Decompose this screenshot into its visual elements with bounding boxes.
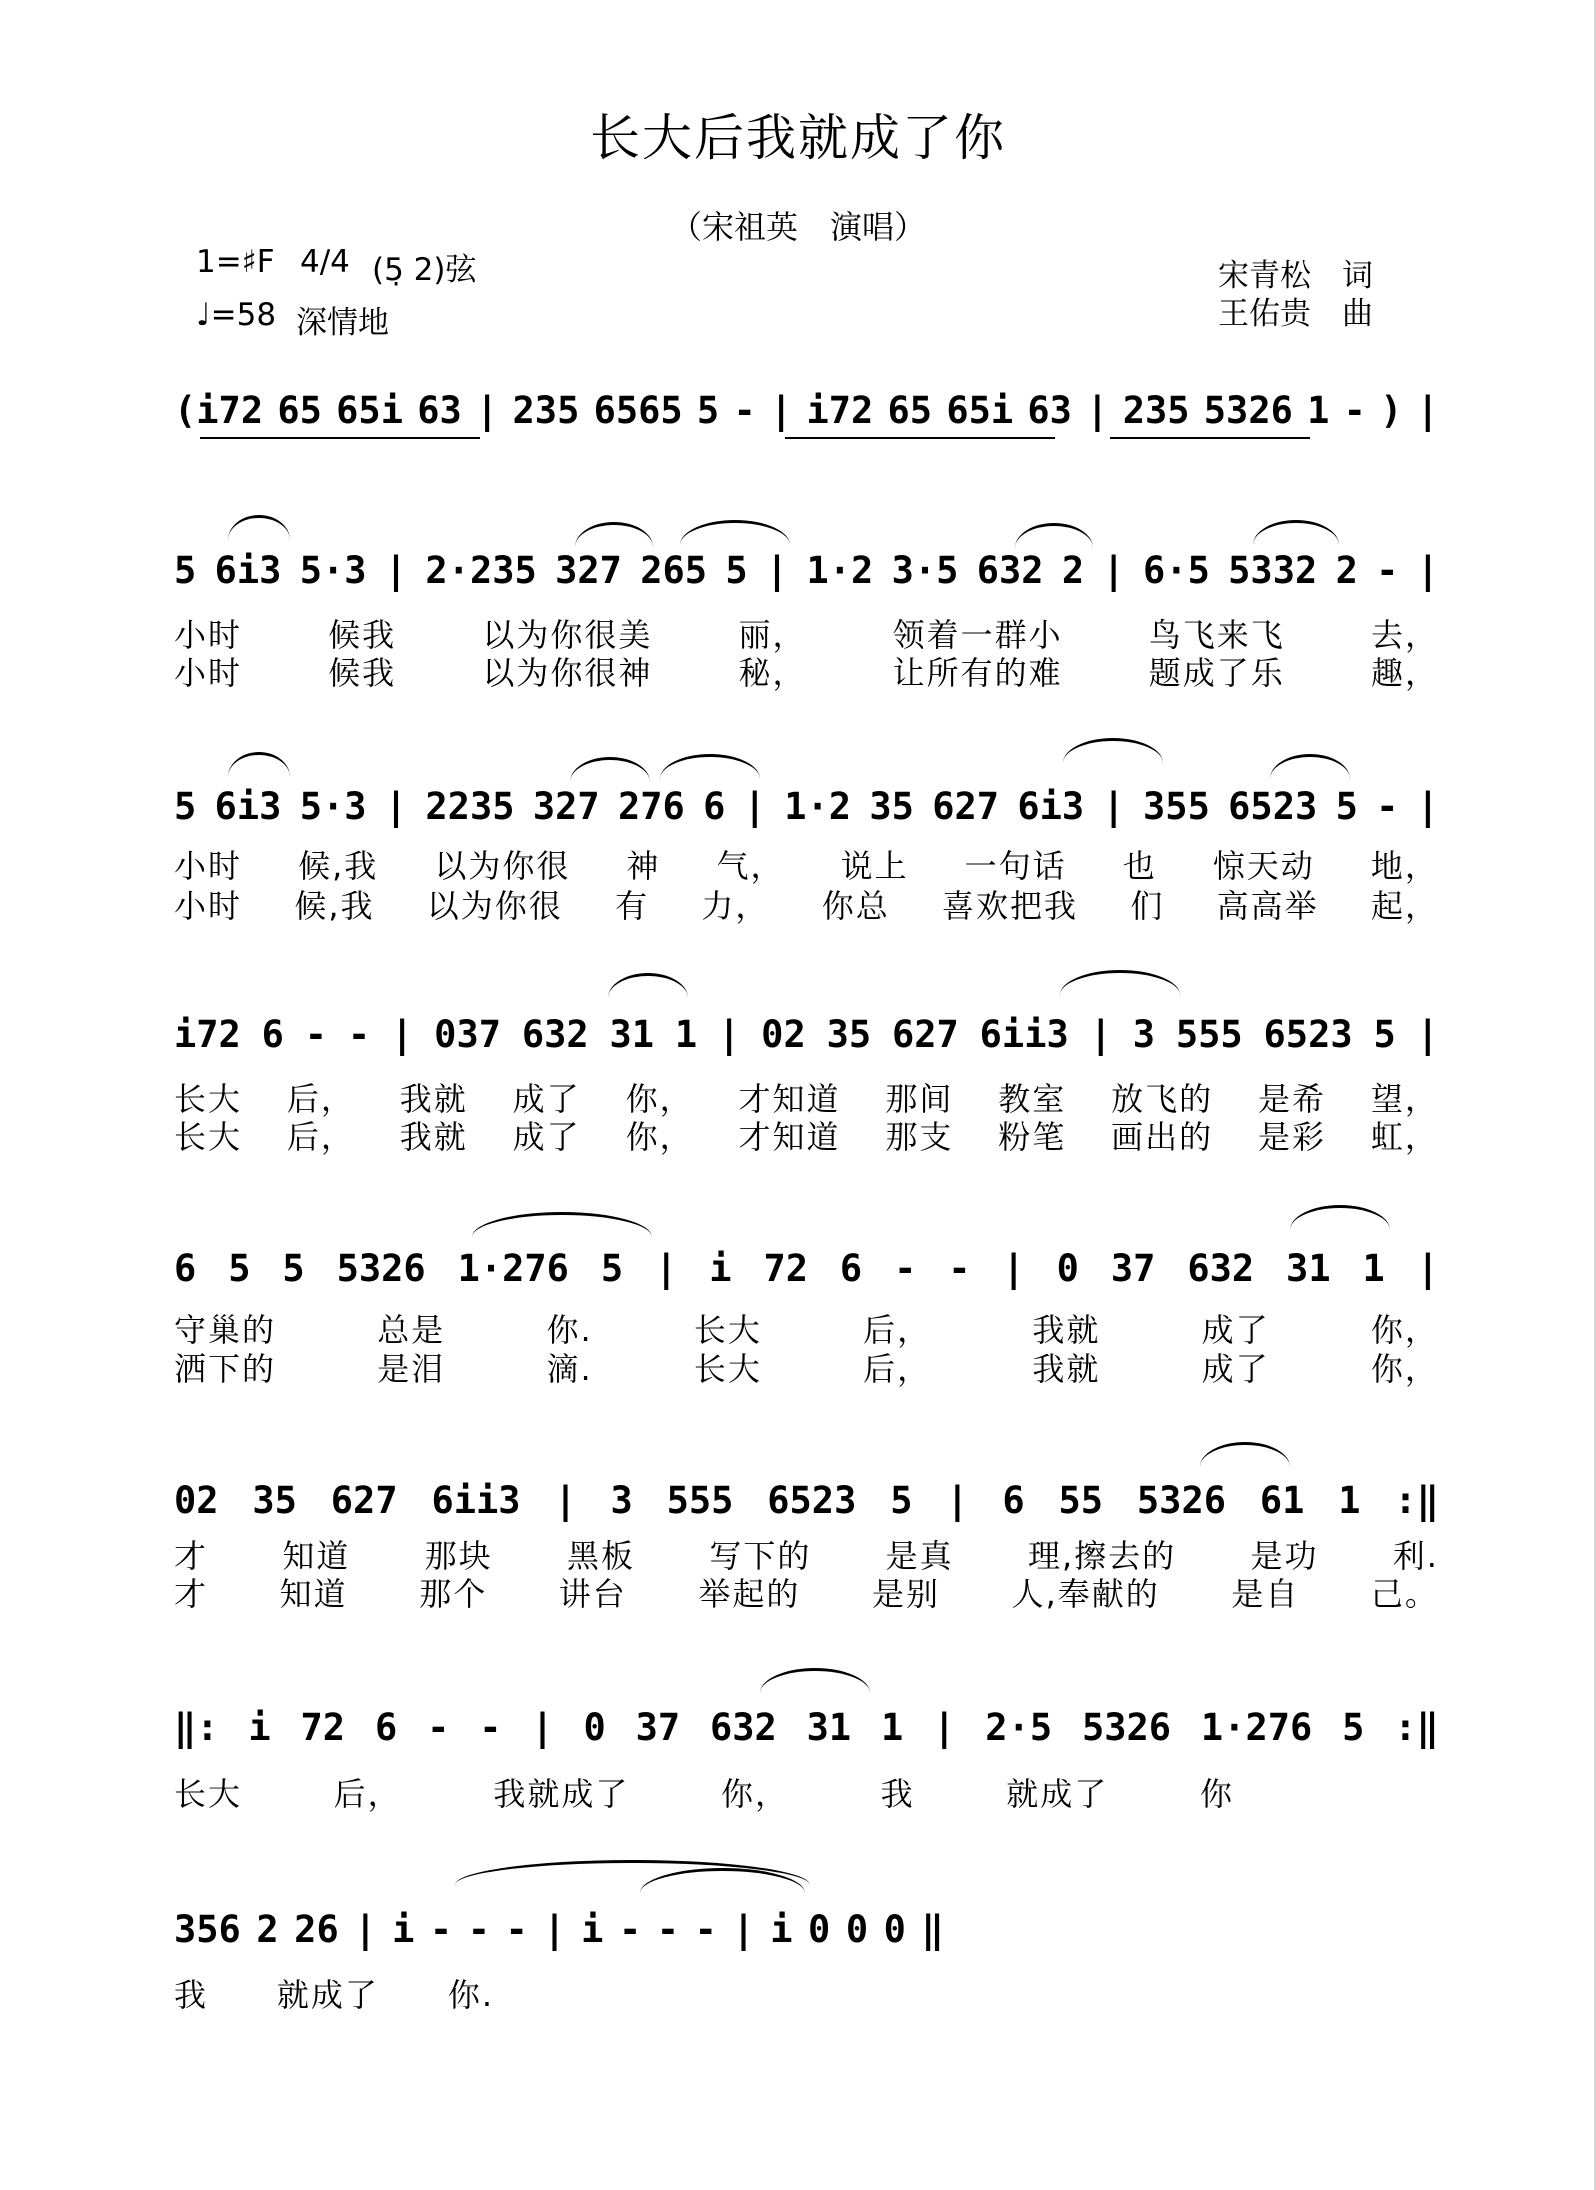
- lyric-word: 理,擦去的: [1027, 1537, 1177, 1575]
- note-token: 5332: [1228, 548, 1318, 592]
- note-token: 5: [1342, 1705, 1365, 1749]
- lyric-word: 候我: [328, 654, 397, 692]
- slur-mark: [228, 515, 290, 540]
- lyric-line-4-verse-2: [174, 1114, 1439, 1156]
- lyric-word: 鸟飞来飞: [1148, 616, 1285, 654]
- note-token: 2235: [425, 784, 515, 828]
- note-token: -: [304, 1012, 328, 1056]
- note-token: 31: [806, 1705, 852, 1749]
- lyric-line-7: [174, 1771, 1234, 1813]
- lyric-word: 守巢的: [174, 1311, 277, 1349]
- lyric-word: 后，: [286, 1118, 355, 1156]
- note-token: 1: [1362, 1246, 1385, 1290]
- note-token: 35: [826, 1012, 872, 1056]
- note-token: 6: [261, 1012, 284, 1056]
- note-token: 5: [696, 388, 720, 432]
- lyric-word: 你，: [625, 1118, 694, 1156]
- note-token: |: [946, 1478, 969, 1522]
- lyric-line-5-verse-2: [174, 1346, 1439, 1388]
- note-token: 5·3: [299, 548, 367, 592]
- note-token: 1·276: [457, 1246, 569, 1290]
- notation-line-7: [174, 1697, 1439, 1757]
- lyric-word: 那个: [419, 1575, 488, 1613]
- lyric-word: 我就: [399, 1118, 468, 1156]
- time-signature: 4/4: [300, 244, 350, 280]
- beam-line: [200, 437, 480, 439]
- lyric-word: 那支: [885, 1118, 954, 1156]
- notation-line-1: [174, 380, 1439, 440]
- note-token: 31: [1286, 1246, 1331, 1290]
- beam-line: [1110, 437, 1310, 439]
- note-token: 627: [330, 1478, 398, 1522]
- note-token: i: [248, 1705, 271, 1749]
- note-token: 5: [890, 1478, 913, 1522]
- lyric-line-4-verse-1: [174, 1076, 1439, 1118]
- note-token: 1: [674, 1012, 698, 1056]
- lyric-word: 利.: [1392, 1537, 1439, 1575]
- lyric-word: 秘，: [738, 654, 807, 692]
- note-token: 65i: [336, 388, 403, 432]
- note-token: |: [543, 1907, 566, 1951]
- slur-mark: [760, 1668, 870, 1693]
- lyric-word: 长大: [174, 1080, 243, 1118]
- lyric-word: 长大: [174, 1118, 243, 1156]
- lyric-line-3-verse-1: [174, 843, 1439, 885]
- lyric-word: 以为你很: [426, 887, 563, 925]
- lyric-word: 你: [1199, 1775, 1234, 1813]
- note-token: 0: [808, 1907, 831, 1951]
- intro-note: (5̣ 2)弦: [372, 252, 477, 288]
- note-token: i: [581, 1907, 604, 1951]
- note-token: 65: [887, 388, 933, 432]
- note-token: :‖: [1394, 1705, 1439, 1749]
- note-token: |: [765, 548, 789, 592]
- lyric-word: 是功: [1250, 1537, 1319, 1575]
- lyric-word: 虹，: [1370, 1118, 1439, 1156]
- lyric-word: 才: [174, 1537, 209, 1575]
- lyric-word: 长大: [693, 1350, 762, 1388]
- lyric-word: 就成了: [1006, 1775, 1109, 1813]
- note-token: -: [467, 1907, 490, 1951]
- note-token: 5: [282, 1246, 305, 1290]
- note-token: 31: [609, 1012, 655, 1056]
- lyric-word: 领着一群小: [892, 616, 1063, 654]
- note-token: |: [655, 1246, 678, 1290]
- composer-credit: 王佑贵 曲: [1218, 296, 1373, 332]
- lyric-word: 画出的: [1111, 1118, 1214, 1156]
- note-token: 37: [635, 1705, 681, 1749]
- lyric-word: 有: [615, 887, 650, 925]
- lyric-word: 以为你很: [434, 847, 571, 885]
- note-token: |: [1416, 548, 1439, 592]
- singer-credit: （宋祖英 演唱）: [669, 208, 926, 246]
- note-token: 5: [1335, 784, 1358, 828]
- note-token: 35: [869, 784, 914, 828]
- note-token: 63: [1027, 388, 1072, 432]
- note-token: 6ii3: [979, 1012, 1069, 1056]
- lyric-word: 小时: [174, 616, 243, 654]
- note-token: 65: [277, 388, 322, 432]
- note-token: |: [384, 548, 408, 592]
- lyric-word: 我: [880, 1775, 915, 1813]
- lyric-word: 你，: [720, 1775, 789, 1813]
- note-token: -: [479, 1705, 502, 1749]
- lyric-word: 成了: [512, 1080, 581, 1118]
- slur-mark: [1200, 1442, 1290, 1467]
- note-token: |: [933, 1705, 956, 1749]
- slur-mark: [1060, 970, 1180, 995]
- note-token: |: [1002, 1246, 1025, 1290]
- note-token: 3·5: [891, 548, 959, 592]
- note-token: 632: [709, 1705, 777, 1749]
- lyric-word: 去，: [1370, 616, 1439, 654]
- lyric-word: 人,奉献的: [1011, 1575, 1160, 1613]
- lyric-word: 高高举: [1216, 887, 1319, 925]
- lyric-word: 是别: [871, 1575, 940, 1613]
- note-token: 5·3: [299, 784, 367, 828]
- note-token: 37: [1110, 1246, 1156, 1290]
- note-token: 35: [252, 1478, 297, 1522]
- lyric-word: 们: [1130, 887, 1165, 925]
- song-title: 长大后我就成了你: [590, 109, 1006, 167]
- note-token: -: [618, 1907, 642, 1951]
- note-token: 0: [845, 1907, 869, 1951]
- slur-mark: [1270, 754, 1350, 779]
- note-token: -: [347, 1012, 371, 1056]
- lyric-word: 神: [626, 847, 661, 885]
- note-token: 0: [883, 1907, 906, 1951]
- notation-line-3: [174, 776, 1439, 836]
- lyric-word: 总是: [377, 1311, 446, 1349]
- lyric-word: 就成了: [276, 1976, 379, 2014]
- note-token: |: [769, 388, 793, 432]
- lyric-line-2-verse-1: [174, 612, 1439, 654]
- notation-line-5: [174, 1238, 1439, 1298]
- note-token: 5326: [1203, 388, 1293, 432]
- note-token: 6·5: [1143, 548, 1210, 592]
- lyric-word: 题成了乐: [1148, 654, 1285, 692]
- lyric-word: 是自: [1231, 1575, 1300, 1613]
- lyric-word: 我就成了: [493, 1775, 630, 1813]
- note-token: -: [894, 1246, 917, 1290]
- lyric-word: 你，: [625, 1080, 694, 1118]
- notation-line-8: [174, 1899, 944, 1959]
- note-token: 6i3: [214, 784, 282, 828]
- note-token: 6ii3: [431, 1478, 521, 1522]
- note-token: (i72: [174, 388, 264, 432]
- note-token: 327: [555, 548, 622, 592]
- lyric-word: 说上: [840, 847, 909, 885]
- lyric-word: 我就: [399, 1080, 468, 1118]
- note-token: 6: [174, 1246, 197, 1290]
- notation-line-2: [174, 540, 1439, 600]
- note-token: -: [429, 1907, 453, 1951]
- lyric-word: 地，: [1370, 847, 1439, 885]
- note-token: 2: [1335, 548, 1358, 592]
- lyric-word: 讲台: [558, 1575, 627, 1613]
- note-token: 0: [583, 1705, 606, 1749]
- notation-line-6: [174, 1470, 1439, 1530]
- note-token: i: [770, 1907, 793, 1951]
- note-token: 6i3: [214, 548, 282, 592]
- note-token: -: [656, 1907, 680, 1951]
- note-token: ‖: [921, 1907, 944, 1951]
- lyric-word: 己。: [1370, 1575, 1439, 1613]
- slur-mark: [660, 754, 760, 779]
- note-token: |: [384, 784, 408, 828]
- lyric-word: 候,我: [294, 887, 375, 925]
- note-token: 6523: [1263, 1012, 1353, 1056]
- note-token: |: [391, 1012, 414, 1056]
- note-token: |: [1416, 1012, 1439, 1056]
- note-token: 61: [1259, 1478, 1305, 1522]
- lyric-word: 写下的: [709, 1537, 812, 1575]
- lyric-word: 你，: [1370, 1350, 1439, 1388]
- lyric-word: 知道: [279, 1575, 348, 1613]
- note-token: 2: [1061, 548, 1085, 592]
- note-token: 6: [1002, 1478, 1025, 1522]
- notation-line-4: [174, 1004, 1439, 1064]
- lyric-word: 丽，: [738, 616, 807, 654]
- lyric-word: 趣，: [1370, 654, 1439, 692]
- note-token: 2·5: [985, 1705, 1053, 1749]
- note-token: 6: [703, 784, 726, 828]
- note-token: 5: [600, 1246, 624, 1290]
- note-token: 0: [1056, 1246, 1079, 1290]
- lyric-word: 成了: [1201, 1350, 1270, 1388]
- note-token: |: [743, 784, 766, 828]
- lyric-word: 才知道: [738, 1080, 841, 1118]
- slur-mark: [575, 522, 653, 547]
- note-token: -: [505, 1907, 528, 1951]
- note-token: i72: [806, 388, 874, 432]
- key-signature: 1=♯F: [196, 244, 275, 280]
- note-token: -: [694, 1907, 717, 1951]
- note-token: 63: [417, 388, 462, 432]
- note-token: |: [1416, 1246, 1439, 1290]
- lyric-word: 后，: [863, 1311, 932, 1349]
- lyric-word: 我就: [1032, 1311, 1101, 1349]
- note-token: 72: [300, 1705, 346, 1749]
- note-token: 265: [640, 548, 708, 592]
- note-token: 327: [532, 784, 600, 828]
- beam-line: [785, 437, 1055, 439]
- slur-mark: [1253, 520, 1339, 545]
- note-token: 02: [761, 1012, 806, 1056]
- note-token: -: [948, 1246, 971, 1290]
- note-token: 037: [434, 1012, 501, 1056]
- note-token: 6523: [1228, 784, 1318, 828]
- slur-mark: [228, 752, 290, 777]
- note-token: i: [392, 1907, 415, 1951]
- note-token: 1·276: [1200, 1705, 1313, 1749]
- lyric-word: 粉笔: [998, 1118, 1067, 1156]
- lyric-word: 小时: [174, 654, 243, 692]
- note-token: 72: [763, 1246, 808, 1290]
- note-token: |: [1089, 1012, 1112, 1056]
- note-token: 1·2: [784, 784, 852, 828]
- lyric-line-8: [174, 1972, 494, 2014]
- note-token: |: [732, 1907, 755, 1951]
- lyric-word: 放飞的: [1111, 1080, 1214, 1118]
- note-token: 355: [1143, 784, 1210, 828]
- note-token: 235: [512, 388, 580, 432]
- lyric-word: 是真: [885, 1537, 954, 1575]
- lyric-word: 成了: [512, 1118, 581, 1156]
- note-token: -: [1376, 548, 1399, 592]
- note-token: 5: [174, 784, 197, 828]
- note-token: 5: [1373, 1012, 1396, 1056]
- slur-mark: [1015, 523, 1093, 548]
- lyric-word: 滴.: [546, 1350, 593, 1388]
- note-token: :‖: [1394, 1478, 1439, 1522]
- note-token: |: [531, 1705, 554, 1749]
- lyric-word: 也: [1122, 847, 1157, 885]
- note-token: 627: [891, 1012, 959, 1056]
- note-token: 1: [1307, 388, 1330, 432]
- note-token: 65i: [946, 388, 1014, 432]
- lyric-word: 力，: [701, 887, 770, 925]
- note-token: 632: [521, 1012, 589, 1056]
- slur-mark: [472, 1212, 652, 1237]
- note-token: -: [1376, 784, 1399, 828]
- lyric-word: 小时: [174, 847, 243, 885]
- lyric-word: 你总: [821, 887, 890, 925]
- note-token: i72: [174, 1012, 241, 1056]
- note-token: -: [733, 388, 756, 432]
- lyric-word: 以为你很神: [482, 654, 653, 692]
- lyric-word: 黑板: [566, 1537, 635, 1575]
- note-token: |: [1102, 784, 1125, 828]
- note-token: 632: [1187, 1246, 1255, 1290]
- expression-marking: 深情地: [296, 305, 389, 341]
- note-token: 6523: [767, 1478, 857, 1522]
- slur-mark: [680, 520, 790, 545]
- note-token: 5326: [1136, 1478, 1227, 1522]
- lyric-word: 一句话: [964, 847, 1067, 885]
- note-token: |: [554, 1478, 577, 1522]
- lyric-word: 是彩: [1258, 1118, 1327, 1156]
- slur-mark: [570, 757, 650, 782]
- lyric-word: 教室: [998, 1080, 1067, 1118]
- note-token: 555: [1175, 1012, 1243, 1056]
- lyric-word: 望，: [1370, 1080, 1439, 1118]
- note-token: 276: [617, 784, 685, 828]
- lyric-line-5-verse-1: [174, 1307, 1439, 1349]
- note-token: 3: [1132, 1012, 1156, 1056]
- note-token: 6: [839, 1246, 863, 1290]
- lyric-word: 候我: [328, 616, 397, 654]
- slur-mark: [1290, 1205, 1390, 1230]
- lyric-word: 惊天动: [1212, 847, 1315, 885]
- note-token: 3: [610, 1478, 633, 1522]
- note-token: 55: [1058, 1478, 1104, 1522]
- lyric-word: 洒下的: [174, 1350, 277, 1388]
- note-token: |: [718, 1012, 741, 1056]
- lyric-word: 那间: [885, 1080, 954, 1118]
- lyric-word: 小时: [174, 887, 243, 925]
- note-token: 356: [174, 1907, 241, 1951]
- note-token: |: [1416, 388, 1439, 432]
- note-token: -: [1343, 388, 1366, 432]
- lyric-line-6-verse-1: [174, 1533, 1439, 1575]
- slur-mark: [1063, 738, 1163, 763]
- note-token: 26: [294, 1907, 339, 1951]
- lyric-line-6-verse-2: [174, 1571, 1439, 1613]
- note-token: ): [1380, 388, 1403, 432]
- note-token: |: [476, 388, 499, 432]
- lyric-word: 才: [174, 1575, 209, 1613]
- note-token: 2: [256, 1907, 279, 1951]
- note-token: 1·2: [806, 548, 874, 592]
- note-token: 627: [932, 784, 1000, 828]
- lyric-word: 你.: [447, 1976, 494, 2014]
- lyric-word: 气，: [716, 847, 785, 885]
- slur-mark: [608, 973, 688, 998]
- note-token: 5326: [336, 1246, 426, 1290]
- lyric-word: 是希: [1258, 1080, 1327, 1118]
- lyric-word: 那块: [424, 1537, 493, 1575]
- note-token: 6: [374, 1705, 398, 1749]
- lyric-word: 后，: [333, 1775, 402, 1813]
- lyric-word: 知道: [282, 1537, 351, 1575]
- note-token: |: [1416, 784, 1439, 828]
- note-token: 2·235: [425, 548, 537, 592]
- note-token: 5: [725, 548, 748, 592]
- note-token: |: [354, 1907, 377, 1951]
- note-token: 5: [174, 548, 197, 592]
- lyric-word: 长大: [174, 1775, 243, 1813]
- lyric-word: 长大: [693, 1311, 762, 1349]
- note-token: 235: [1122, 388, 1190, 432]
- note-token: 555: [666, 1478, 734, 1522]
- lyric-word: 成了: [1201, 1311, 1270, 1349]
- note-token: i: [709, 1246, 732, 1290]
- lyricist-credit: 宋青松 词: [1218, 258, 1373, 294]
- note-token: 6565: [593, 388, 683, 432]
- lyric-word: 才知道: [738, 1118, 841, 1156]
- lyric-word: 后，: [286, 1080, 355, 1118]
- note-token: 6i3: [1017, 784, 1085, 828]
- lyric-line-3-verse-2: [174, 883, 1439, 925]
- lyric-word: 我: [174, 1976, 209, 2014]
- note-token: 632: [976, 548, 1044, 592]
- lyric-word: 你，: [1370, 1311, 1439, 1349]
- tempo-marking: ♩=58: [196, 297, 277, 333]
- lyric-word: 候,我: [298, 847, 379, 885]
- note-token: -: [427, 1705, 450, 1749]
- lyric-word: 起，: [1370, 887, 1439, 925]
- note-token: ‖:: [174, 1705, 219, 1749]
- lyric-word: 喜欢把我: [942, 887, 1079, 925]
- lyric-line-2-verse-2: [174, 650, 1439, 692]
- note-token: 02: [174, 1478, 219, 1522]
- lyric-word: 是泪: [377, 1350, 446, 1388]
- note-token: 1: [1338, 1478, 1361, 1522]
- lyric-word: 后，: [863, 1350, 932, 1388]
- note-token: 5326: [1081, 1705, 1172, 1749]
- note-token: 5: [228, 1246, 251, 1290]
- lyric-word: 让所有的难: [892, 654, 1063, 692]
- lyric-word: 举起的: [698, 1575, 801, 1613]
- note-token: 1: [881, 1705, 904, 1749]
- note-token: |: [1102, 548, 1125, 592]
- lyric-word: 以为你很美: [482, 616, 653, 654]
- lyric-word: 我就: [1032, 1350, 1101, 1388]
- lyric-word: 你.: [546, 1311, 593, 1349]
- note-token: |: [1086, 388, 1109, 432]
